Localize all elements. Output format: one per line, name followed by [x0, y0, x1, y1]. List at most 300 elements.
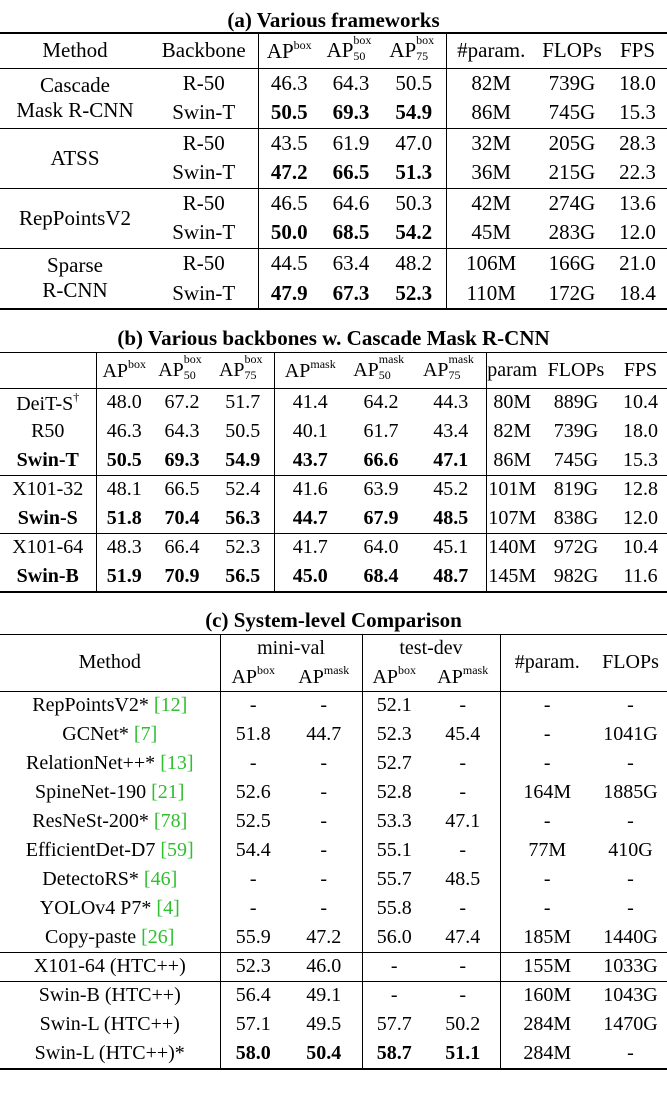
col-ap75-box: AP box 75: [389, 34, 435, 64]
method-name: DetectoRS*: [42, 868, 139, 890]
flops-cell: -: [627, 897, 634, 919]
params-cell: 42M: [446, 188, 536, 218]
dagger-mark: †: [73, 389, 80, 404]
mv-ap-mask-cell: 49.5: [306, 1013, 342, 1035]
col-method: Method: [78, 651, 141, 674]
col-backbone: Backbone: [161, 38, 246, 63]
method-name: Swin-L (HTC++)*: [34, 1042, 185, 1064]
rule: [0, 308, 667, 310]
ap50-box-cell: 61.9: [332, 130, 370, 155]
backbone-cell: R-50: [182, 70, 225, 95]
col-ap50-box: AP box 50: [326, 34, 372, 64]
td-ap-box-cell: 56.0: [362, 923, 426, 952]
method-cell: [0, 128, 150, 188]
flops-cell: -: [627, 868, 634, 890]
td-ap-mask-cell: -: [459, 752, 467, 774]
flops-cell: 1470G: [603, 1013, 658, 1035]
ap-box-cell: 44.5: [258, 248, 320, 278]
ap-box-cell: 46.3: [96, 417, 152, 446]
ap75-box-cell: 52.3: [225, 536, 261, 559]
ap50-mask-cell: 66.6: [363, 448, 399, 471]
method-cell: [0, 188, 150, 248]
mv-ap-box-cell: 55.9: [220, 923, 286, 952]
backbone-cell: Swin-T: [172, 280, 236, 305]
ap50-box-cell: 67.2: [164, 391, 200, 414]
fps-cell: 21.0: [619, 250, 656, 275]
ap-mask-cell: 41.4: [274, 388, 346, 417]
ap50-box-cell: 64.3: [164, 420, 200, 442]
mv-ap-box-cell: 58.0: [220, 1039, 286, 1068]
td-ap-box-cell: 55.8: [362, 894, 426, 923]
ap-box-cell: 51.9: [96, 562, 152, 591]
col-test-dev: test-dev: [362, 635, 500, 662]
backbone-name: Swin-S: [17, 506, 78, 529]
rule: [0, 1068, 667, 1070]
section-various-backbones: [0, 322, 667, 593]
td-ap-mask-cell: 47.4: [445, 925, 481, 948]
method-cell: [0, 720, 220, 749]
method-cell: [0, 836, 220, 865]
method-cell: [0, 248, 150, 308]
flops-cell: 283G: [548, 220, 596, 245]
backbone-name: Swin-T: [16, 448, 79, 471]
params-cell: -: [500, 691, 594, 720]
flops-cell: -: [627, 694, 634, 717]
td-ap-box-cell: 52.8: [362, 778, 426, 807]
fps-cell: 10.4: [623, 391, 658, 414]
method-cell: [0, 894, 220, 923]
method-name: RelationNet++*: [25, 752, 156, 774]
fps-cell: 12.0: [623, 506, 658, 529]
ap75-mask-cell: 48.5: [433, 506, 469, 529]
table-row: [0, 865, 667, 894]
fps-cell: 11.6: [623, 565, 658, 587]
method-name: GCNet*: [62, 723, 129, 745]
td-ap-mask-cell: -: [459, 897, 467, 919]
col-mv-ap-mask: $AP^{mask}$: [298, 663, 350, 689]
fps-cell: 12.0: [619, 220, 656, 245]
params-cell: 86M: [486, 446, 538, 475]
flops-cell: 166G: [548, 250, 596, 275]
backbone-name: Swin-B: [16, 565, 79, 587]
citation-link[interactable]: [4]: [156, 897, 180, 919]
col-ap-box: $AP^{box}$: [96, 353, 152, 388]
backbone-cell: [0, 562, 96, 591]
table-row: [0, 807, 667, 836]
ap75-box-cell: 47.0: [395, 130, 433, 155]
table-row: [0, 691, 667, 720]
col-ap-box: $AP^{box}$: [258, 34, 320, 68]
method-cell: [0, 68, 150, 128]
params-cell: -: [500, 807, 594, 836]
backbone-cell: Swin-T: [172, 220, 236, 245]
method-name: SpineNet-190: [35, 781, 147, 803]
ap-box-cell: 50.5: [96, 446, 152, 475]
flops-cell: 982G: [553, 565, 599, 587]
ap75-mask-cell: 43.4: [433, 420, 469, 442]
td-ap-box-cell: 55.7: [362, 865, 426, 894]
ap-box-cell: 43.5: [258, 128, 320, 158]
ap75-box-cell: 48.2: [395, 250, 433, 275]
method-cell: [0, 691, 220, 720]
col-ap75-box: AP box 75: [218, 353, 263, 382]
method-name: Swin-B (HTC++): [38, 984, 181, 1007]
backbone-cell: [0, 475, 96, 504]
params-cell: 77M: [500, 836, 594, 865]
ap-box-cell: 48.1: [96, 475, 152, 504]
params-cell: -: [500, 894, 594, 923]
mv-ap-box-cell: -: [220, 865, 286, 894]
backbone-name: DeiT-S: [16, 392, 74, 415]
ap75-box-cell: 50.3: [395, 190, 433, 215]
td-ap-box-cell: -: [362, 952, 426, 981]
table-row: [0, 446, 667, 475]
fps-cell: 22.3: [619, 160, 656, 185]
mv-ap-mask-cell: 47.2: [306, 925, 342, 948]
flops-cell: 274G: [548, 190, 596, 215]
ap75-box-cell: 52.4: [225, 478, 261, 501]
ap-mask-cell: 41.6: [274, 475, 346, 504]
citation-link[interactable]: [7]: [133, 723, 158, 745]
mv-ap-box-cell: -: [220, 691, 286, 720]
frameworks-table: [0, 34, 667, 308]
ap50-box-cell: 66.5: [164, 478, 200, 501]
td-ap-box-cell: 55.1: [362, 836, 426, 865]
col-ap50-mask: AP mask 50: [353, 353, 405, 382]
fps-cell: 15.3: [623, 448, 658, 471]
col-mini-val: mini-val: [220, 635, 362, 662]
flops-cell: 889G: [553, 391, 599, 414]
method-name: ATSS: [50, 145, 100, 170]
table-row: [0, 388, 667, 417]
mv-ap-mask-cell: -: [320, 694, 328, 717]
flops-cell: 172G: [548, 280, 596, 305]
flops-cell: 410G: [608, 839, 653, 861]
ap-box-cell: 47.9: [258, 278, 320, 308]
table-row: [0, 894, 667, 923]
backbone-name: X101-32: [12, 478, 84, 501]
backbone-name: R50: [31, 420, 65, 442]
table-row: [0, 1039, 667, 1068]
td-ap-box-cell: 52.1: [362, 691, 426, 720]
ap75-box-cell: 54.9: [395, 100, 433, 125]
table-row: [0, 475, 667, 504]
params-cell: -: [500, 720, 594, 749]
fps-cell: 15.3: [619, 100, 656, 125]
col-flops: FLOPs: [547, 358, 605, 381]
backbone-cell: [0, 446, 96, 475]
flops-cell: 1033G: [603, 955, 658, 977]
params-cell: 145M: [486, 562, 538, 591]
fps-cell: 18.0: [619, 70, 656, 95]
backbone-cell: R-50: [182, 190, 225, 215]
mv-ap-mask-cell: -: [320, 810, 328, 832]
ap-box-cell: 51.8: [96, 504, 152, 533]
td-ap-mask-cell: 51.1: [445, 1042, 481, 1064]
fps-cell: 18.0: [623, 420, 658, 442]
method-name: ResNeSt-200*: [32, 810, 149, 832]
table-row: [0, 923, 667, 952]
col-td-ap-mask: $AP^{mask}$: [437, 663, 489, 689]
table-row: [0, 533, 667, 562]
ap50-box-cell: 70.9: [164, 565, 200, 587]
params-cell: -: [500, 749, 594, 778]
td-ap-mask-cell: 50.2: [445, 1013, 481, 1035]
flops-cell: 1043G: [603, 984, 658, 1007]
method-name: Cascade: [40, 73, 110, 97]
col-params: #param.: [446, 34, 536, 68]
flops-cell: 739G: [548, 70, 596, 95]
col-td-ap-box: $AP^{box}$: [362, 662, 426, 691]
header-row-1: [0, 635, 667, 662]
ap-box-cell: 50.5: [258, 98, 320, 128]
table-row: [0, 248, 667, 278]
params-cell: 107M: [486, 504, 538, 533]
col-flops: FLOPs: [542, 38, 602, 63]
td-ap-mask-cell: -: [459, 984, 467, 1007]
mv-ap-box-cell: -: [220, 894, 286, 923]
ap-mask-cell: 43.7: [274, 446, 346, 475]
ap50-mask-cell: 64.0: [363, 536, 399, 559]
mv-ap-box-cell: -: [220, 749, 286, 778]
ap50-box-cell: 64.6: [332, 190, 370, 215]
ap75-mask-cell: 48.7: [433, 565, 469, 587]
ap50-mask-cell: 67.9: [363, 506, 399, 529]
ap50-mask-cell: 68.4: [363, 565, 399, 587]
backbone-cell: [0, 504, 96, 533]
header-row: [0, 353, 667, 388]
method-name: Swin-L (HTC++): [39, 1013, 180, 1035]
table-row: [0, 504, 667, 533]
table-row: [0, 778, 667, 807]
table-row: [0, 128, 667, 158]
flops-cell: 745G: [548, 100, 596, 125]
rule: [0, 591, 667, 593]
params-cell: 106M: [446, 248, 536, 278]
table-row: [0, 188, 667, 218]
mv-ap-box-cell: 52.6: [220, 778, 286, 807]
ap75-box-cell: 52.3: [395, 280, 433, 305]
params-cell: 32M: [446, 128, 536, 158]
method-cell: [0, 923, 220, 952]
fps-cell: 18.4: [619, 280, 656, 305]
section-various-frameworks: [0, 6, 667, 310]
fps-cell: 10.4: [623, 536, 658, 559]
ap-box-cell: 50.0: [258, 218, 320, 248]
mv-ap-mask-cell: -: [320, 897, 328, 919]
backbone-cell: [0, 417, 96, 446]
table-row: [0, 836, 667, 865]
mv-ap-mask-cell: 44.7: [306, 723, 342, 745]
table-row: [0, 417, 667, 446]
mv-ap-box-cell: 54.4: [220, 836, 286, 865]
flops-cell: 838G: [553, 506, 599, 529]
params-cell: 185M: [500, 923, 594, 952]
params-cell: 155M: [500, 952, 594, 981]
ap50-box-cell: 68.5: [332, 220, 370, 245]
method-name: R-CNN: [42, 278, 108, 303]
td-ap-mask-cell: 48.5: [445, 868, 481, 890]
method-cell: [0, 1010, 220, 1039]
ap-mask-cell: 41.7: [274, 533, 346, 562]
citation-link[interactable]: [78]: [153, 810, 188, 832]
ap50-box-cell: 66.4: [164, 536, 200, 559]
params-cell: 86M: [446, 98, 536, 128]
col-flops: FLOPs: [602, 651, 659, 674]
col-backbone-blank: [0, 353, 96, 388]
mv-ap-mask-cell: -: [320, 868, 328, 890]
method-name: EfficientDet-D7: [25, 839, 156, 861]
mv-ap-mask-cell: 50.4: [306, 1042, 342, 1064]
td-ap-mask-cell: -: [459, 955, 467, 977]
flops-cell: 745G: [553, 448, 599, 471]
ap75-box-cell: 56.5: [225, 565, 261, 587]
table-row: [0, 68, 667, 98]
td-ap-box-cell: 58.7: [362, 1039, 426, 1068]
citation-link[interactable]: [26]: [141, 925, 175, 948]
col-ap-mask: $AP^{mask}$: [274, 353, 346, 388]
ap75-box-cell: 51.3: [395, 160, 433, 185]
ap-mask-cell: 40.1: [274, 417, 346, 446]
mv-ap-box-cell: 57.1: [220, 1010, 286, 1039]
flops-cell: 1041G: [603, 723, 658, 745]
section-b-title: (b) Various backbones w. Cascade Mask R-CNN: [117, 326, 550, 350]
method-cell: [0, 981, 220, 1010]
ap50-mask-cell: 64.2: [363, 391, 399, 414]
method-name: YOLOv4 P7*: [39, 897, 152, 919]
backbone-cell: [0, 388, 96, 417]
method-cell: [0, 807, 220, 836]
ap75-mask-cell: 45.2: [433, 478, 469, 501]
table-row: [0, 952, 667, 981]
ap75-box-cell: 54.9: [225, 448, 261, 471]
col-ap75-mask: AP mask 75: [422, 353, 474, 382]
ap-box-cell: 46.5: [258, 188, 320, 218]
col-fps: FPS: [619, 38, 656, 63]
ap75-mask-cell: 44.3: [433, 391, 469, 414]
td-ap-box-cell: 53.3: [362, 807, 426, 836]
params-cell: 110M: [446, 278, 536, 308]
method-name: Copy-paste: [45, 925, 137, 948]
backbones-table: [0, 353, 667, 591]
td-ap-box-cell: 52.3: [362, 720, 426, 749]
flops-cell: -: [627, 752, 634, 774]
params-cell: 45M: [446, 218, 536, 248]
ap75-box-cell: 51.7: [225, 391, 261, 414]
td-ap-box-cell: 57.7: [362, 1010, 426, 1039]
col-params: param: [486, 353, 538, 388]
fps-cell: 28.3: [619, 130, 656, 155]
td-ap-box-cell: -: [362, 981, 426, 1010]
section-c-title: (c) System-level Comparison: [205, 608, 462, 632]
td-ap-mask-cell: -: [459, 694, 467, 717]
method-name: Sparse: [47, 253, 103, 278]
flops-cell: 1885G: [603, 781, 658, 803]
table-row: [0, 562, 667, 591]
backbone-cell: [0, 533, 96, 562]
td-ap-mask-cell: -: [459, 781, 467, 803]
ap75-mask-cell: 45.1: [433, 536, 469, 559]
params-cell: -: [500, 865, 594, 894]
fps-cell: 13.6: [619, 190, 656, 215]
ap50-box-cell: 69.3: [164, 448, 200, 471]
table-row: [0, 749, 667, 778]
table-row: [0, 981, 667, 1010]
params-cell: 82M: [446, 68, 536, 98]
ap-mask-cell: 45.0: [274, 562, 346, 591]
mv-ap-box-cell: 56.4: [220, 981, 286, 1010]
td-ap-mask-cell: 47.1: [445, 810, 481, 832]
ap50-box-cell: 67.3: [332, 280, 370, 305]
system-table: [0, 635, 667, 1068]
col-mv-ap-box: $AP^{box}$: [220, 662, 286, 691]
ap-box-cell: 48.3: [96, 533, 152, 562]
mv-ap-box-cell: 52.5: [220, 807, 286, 836]
backbone-cell: Swin-T: [172, 100, 236, 125]
ap50-mask-cell: 61.7: [363, 420, 399, 442]
ap-box-cell: 48.0: [96, 388, 152, 417]
params-cell: 140M: [486, 533, 538, 562]
ap-mask-cell: 44.7: [274, 504, 346, 533]
ap50-box-cell: 63.4: [332, 250, 370, 275]
citation-link[interactable]: [13]: [160, 752, 194, 774]
td-ap-mask-cell: 45.4: [445, 723, 481, 745]
mv-ap-mask-cell: -: [320, 781, 328, 803]
ap50-box-cell: 64.3: [332, 70, 370, 95]
method-cell: [0, 1039, 220, 1068]
flops-cell: 972G: [553, 536, 599, 559]
flops-cell: 205G: [548, 130, 596, 155]
backbone-cell: R-50: [182, 130, 225, 155]
params-cell: 284M: [500, 1039, 594, 1068]
mv-ap-mask-cell: -: [320, 839, 328, 861]
col-method: Method: [42, 38, 108, 63]
citation-link[interactable]: [12]: [153, 694, 188, 717]
ap50-box-cell: 66.5: [332, 160, 370, 185]
td-ap-mask-cell: -: [459, 839, 467, 861]
flops-cell: 819G: [553, 478, 599, 501]
params-cell: 284M: [500, 1010, 594, 1039]
table-row: [0, 1010, 667, 1039]
section-a-title: (a) Various frameworks: [227, 8, 440, 32]
flops-cell: 1440G: [603, 925, 658, 948]
flops-cell: 739G: [553, 420, 599, 442]
ap75-box-cell: 54.2: [395, 220, 433, 245]
method-name: RepPointsV2: [18, 205, 131, 230]
flops-cell: 215G: [548, 160, 596, 185]
flops-cell: -: [627, 1042, 634, 1064]
citation-link[interactable]: [21]: [151, 781, 185, 803]
ap75-box-cell: 56.3: [225, 506, 261, 529]
table-row: [0, 720, 667, 749]
method-name: Mask R-CNN: [16, 98, 134, 122]
col-ap50-box: AP box 50: [158, 353, 202, 382]
ap75-mask-cell: 47.1: [433, 448, 469, 471]
citation-link[interactable]: [46]: [143, 868, 178, 890]
ap-box-cell: 47.2: [258, 158, 320, 188]
mv-ap-mask-cell: 49.1: [306, 984, 342, 1007]
mv-ap-box-cell: 52.3: [220, 952, 286, 981]
method-name: X101-64 (HTC++): [33, 955, 186, 977]
ap75-box-cell: 50.5: [225, 420, 261, 442]
method-cell: [0, 749, 220, 778]
params-cell: 164M: [500, 778, 594, 807]
method-name: RepPointsV2*: [32, 694, 149, 717]
method-cell: [0, 778, 220, 807]
params-cell: 36M: [446, 158, 536, 188]
header-row: [0, 34, 667, 68]
citation-link[interactable]: [59]: [160, 839, 194, 861]
